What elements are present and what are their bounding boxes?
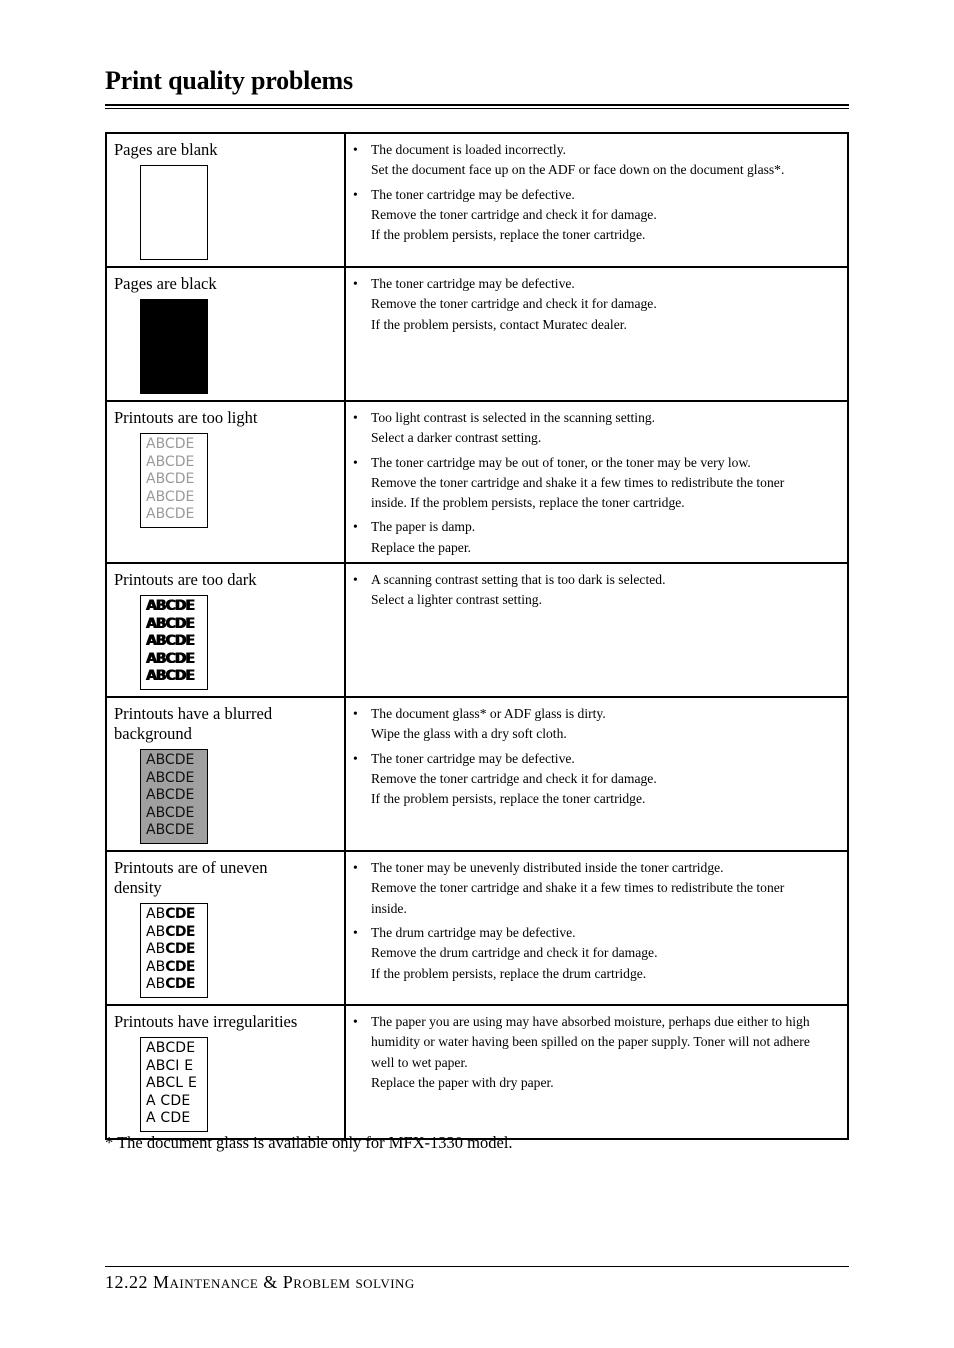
problem-label: Printouts are of uneven density bbox=[114, 858, 268, 898]
problem-cell bbox=[106, 401, 345, 563]
footnote: * The document glass is available only for MFX-1330 model. bbox=[105, 1133, 513, 1152]
solution-cell bbox=[345, 267, 848, 401]
sample-page-dark bbox=[140, 595, 208, 690]
solution-line: The paper you are using may have absorbed moisture, perhaps due either to high bbox=[371, 1014, 810, 1030]
sample-text-light: AB bbox=[146, 906, 166, 923]
problem-row bbox=[106, 851, 848, 1005]
sample-page-light bbox=[140, 433, 208, 528]
solution-line: The toner cartridge may be defective. bbox=[371, 186, 575, 202]
solution-line: Remove the toner cartridge and check it for damage. bbox=[371, 206, 657, 222]
solution-list bbox=[353, 274, 833, 335]
solution-line: inside. If the problem persists, replace the toner cartridge. bbox=[371, 495, 685, 511]
sample-text-line: ABCDE bbox=[146, 1040, 196, 1057]
solution-line: The toner cartridge may be defective. bbox=[371, 750, 575, 766]
problem-cell bbox=[106, 1005, 345, 1139]
bullet-icon: • bbox=[353, 454, 358, 470]
page-footer: 12.22 Maintenance & Problem solving bbox=[105, 1272, 415, 1292]
sample-text-line bbox=[141, 976, 207, 994]
problem-cell bbox=[106, 267, 345, 401]
sample-text-line: ABCDE bbox=[146, 506, 195, 522]
solution-line: If the problem persists, replace the drum cartridge. bbox=[371, 965, 647, 981]
solution-item bbox=[353, 453, 833, 514]
sample-text-line: ABCDE bbox=[146, 615, 194, 632]
sample-text-line: A CDE bbox=[146, 1092, 191, 1109]
sample-text-line: ABCL E bbox=[146, 1075, 198, 1092]
sample-text-light: AB bbox=[146, 976, 166, 993]
problem-row bbox=[106, 267, 848, 401]
bullet-icon: • bbox=[353, 142, 358, 157]
solution-line: humidity or water having been spilled on the paper supply. Toner will not adhere bbox=[371, 1034, 810, 1050]
solution-line: The toner may be unevenly distributed inside the toner cartridge. bbox=[371, 860, 724, 876]
solution-list bbox=[353, 858, 833, 984]
sample-text-bold: CDE bbox=[165, 958, 195, 975]
solution-item bbox=[353, 749, 833, 810]
bullet-icon: • bbox=[353, 186, 358, 202]
sample-text-line: ABCDE bbox=[146, 752, 195, 769]
sample-text-bold: CDE bbox=[165, 976, 195, 993]
bullet-icon: • bbox=[353, 706, 358, 722]
solution-line: A scanning contrast setting that is too dark is selected. bbox=[371, 572, 666, 588]
title-rule-thin bbox=[105, 108, 849, 109]
bullet-icon: • bbox=[353, 750, 358, 766]
problem-cell bbox=[106, 133, 345, 267]
bullet-icon: • bbox=[353, 860, 358, 876]
sample-text-line: ABCDE bbox=[146, 436, 195, 452]
solution-line: The document is loaded incorrectly. bbox=[371, 142, 567, 157]
solution-cell bbox=[345, 133, 848, 267]
sample-text-line bbox=[141, 924, 207, 942]
solution-list bbox=[353, 570, 833, 611]
solution-line: Remove the toner cartridge and shake it a few times to redistribute the toner bbox=[371, 880, 785, 896]
sample-text-line: ABCDE bbox=[146, 769, 195, 786]
solution-item bbox=[353, 517, 833, 558]
solution-item bbox=[353, 1012, 833, 1093]
sample-text-light: AB bbox=[146, 923, 166, 940]
solution-list bbox=[353, 408, 833, 558]
solution-cell bbox=[345, 563, 848, 697]
bullet-icon: • bbox=[353, 276, 358, 291]
solution-line: Set the document face up on the ADF or face down on the document glass*. bbox=[371, 162, 785, 178]
problem-label: Pages are black bbox=[114, 274, 217, 293]
sample-text-line: ABCDE bbox=[146, 787, 195, 804]
sample-text-line: ABCDE bbox=[146, 650, 194, 667]
solution-item bbox=[353, 704, 833, 745]
sample-text-line: ABCDE bbox=[146, 471, 195, 487]
solution-item bbox=[353, 570, 833, 611]
solution-cell bbox=[345, 697, 848, 851]
solution-list bbox=[353, 140, 833, 245]
solution-line: The toner cartridge may be defective. bbox=[371, 276, 575, 291]
sample-text-line bbox=[141, 941, 207, 959]
solution-list bbox=[353, 704, 833, 809]
sample-text-line: ABCDE bbox=[146, 668, 194, 685]
problem-cell bbox=[106, 851, 345, 1005]
solution-line: The toner cartridge may be out of toner, or the toner may be very low. bbox=[371, 454, 751, 470]
problem-row bbox=[106, 401, 848, 563]
solution-item bbox=[353, 185, 833, 246]
solution-item bbox=[353, 923, 833, 984]
solution-item bbox=[353, 408, 833, 449]
bullet-icon: • bbox=[353, 924, 358, 940]
sample-text-light: AB bbox=[146, 958, 166, 975]
problem-row bbox=[106, 697, 848, 851]
bullet-icon: • bbox=[353, 519, 358, 535]
solution-line: If the problem persists, replace the toner cartridge. bbox=[371, 791, 646, 807]
solution-line: well to wet paper. bbox=[371, 1054, 468, 1070]
problem-row bbox=[106, 563, 848, 697]
problem-label: Printouts are too light bbox=[114, 408, 258, 427]
sample-text-line bbox=[141, 959, 207, 977]
solution-line: Select a lighter contrast setting. bbox=[371, 592, 543, 608]
problem-label: Printouts have irregularities bbox=[114, 1012, 298, 1032]
solution-line: Replace the paper with dry paper. bbox=[371, 1074, 554, 1090]
solution-line: If the problem persists, contact Muratec dealer. bbox=[371, 316, 627, 332]
solution-item bbox=[353, 140, 833, 181]
title-rule bbox=[105, 104, 849, 106]
solution-line: If the problem persists, replace the toner cartridge. bbox=[371, 227, 646, 243]
solution-item bbox=[353, 274, 833, 335]
sample-page-uneven bbox=[140, 903, 208, 998]
footer-rule bbox=[105, 1266, 849, 1267]
sample-text-bold: CDE bbox=[165, 923, 195, 940]
solution-line: Remove the toner cartridge and check it for damage. bbox=[371, 770, 657, 786]
bullet-icon: • bbox=[353, 572, 358, 588]
solution-line: The document glass* or ADF glass is dirty. bbox=[371, 706, 606, 722]
solution-cell bbox=[345, 401, 848, 563]
sample-text-line: ABCDE bbox=[146, 804, 195, 821]
sample-text-line: ABCI E bbox=[146, 1057, 194, 1074]
problem-label: Printouts are too dark bbox=[114, 570, 257, 590]
problems-table bbox=[105, 132, 849, 1140]
solution-cell bbox=[345, 1005, 848, 1139]
solution-line: Wipe the glass with a dry soft cloth. bbox=[371, 726, 567, 742]
sample-text-line: ABCDE bbox=[146, 633, 194, 650]
problem-row bbox=[106, 133, 848, 267]
sample-page-irreg bbox=[140, 1037, 208, 1132]
bullet-icon: • bbox=[353, 1014, 358, 1030]
solution-line: The drum cartridge may be defective. bbox=[371, 924, 576, 940]
problem-row bbox=[106, 1005, 848, 1139]
solution-line: Too light contrast is selected in the scanning setting. bbox=[371, 410, 656, 425]
sample-text-line: ABCDE bbox=[146, 598, 194, 615]
problems-table-body bbox=[106, 133, 848, 1139]
solution-line: Select a darker contrast setting. bbox=[371, 430, 542, 446]
problem-cell bbox=[106, 563, 345, 697]
solution-line: Remove the toner cartridge and check it for damage. bbox=[371, 296, 657, 312]
sample-text-line: ABCDE bbox=[146, 453, 195, 470]
sample-text-bold: CDE bbox=[165, 906, 195, 923]
bullet-icon: • bbox=[353, 410, 358, 425]
sample-text-line: ABCDE bbox=[146, 822, 195, 839]
solution-item bbox=[353, 858, 833, 919]
sample-text-light: AB bbox=[146, 941, 166, 958]
solution-cell bbox=[345, 851, 848, 1005]
solution-line: The paper is damp. bbox=[371, 519, 476, 535]
problem-label: Printouts have a blurred background bbox=[114, 704, 273, 744]
sample-page-blank bbox=[140, 165, 208, 260]
sample-page-blurred bbox=[140, 749, 208, 844]
problem-label: Pages are blank bbox=[114, 140, 218, 159]
sample-text-line bbox=[141, 906, 207, 924]
solution-line: Remove the toner cartridge and shake it a few times to redistribute the toner bbox=[371, 474, 785, 490]
sample-text-bold: CDE bbox=[165, 941, 195, 958]
solution-line: Remove the drum cartridge and check it for damage. bbox=[371, 945, 658, 961]
problem-cell bbox=[106, 697, 345, 851]
solution-list bbox=[353, 1012, 833, 1093]
page-title: Print quality problems bbox=[105, 66, 353, 95]
sample-page-black bbox=[140, 299, 208, 394]
sample-text-line: A CDE bbox=[146, 1110, 191, 1127]
solution-line: Replace the paper. bbox=[371, 539, 472, 555]
sample-text-line: ABCDE bbox=[146, 488, 195, 505]
solution-line: inside. bbox=[371, 900, 407, 916]
